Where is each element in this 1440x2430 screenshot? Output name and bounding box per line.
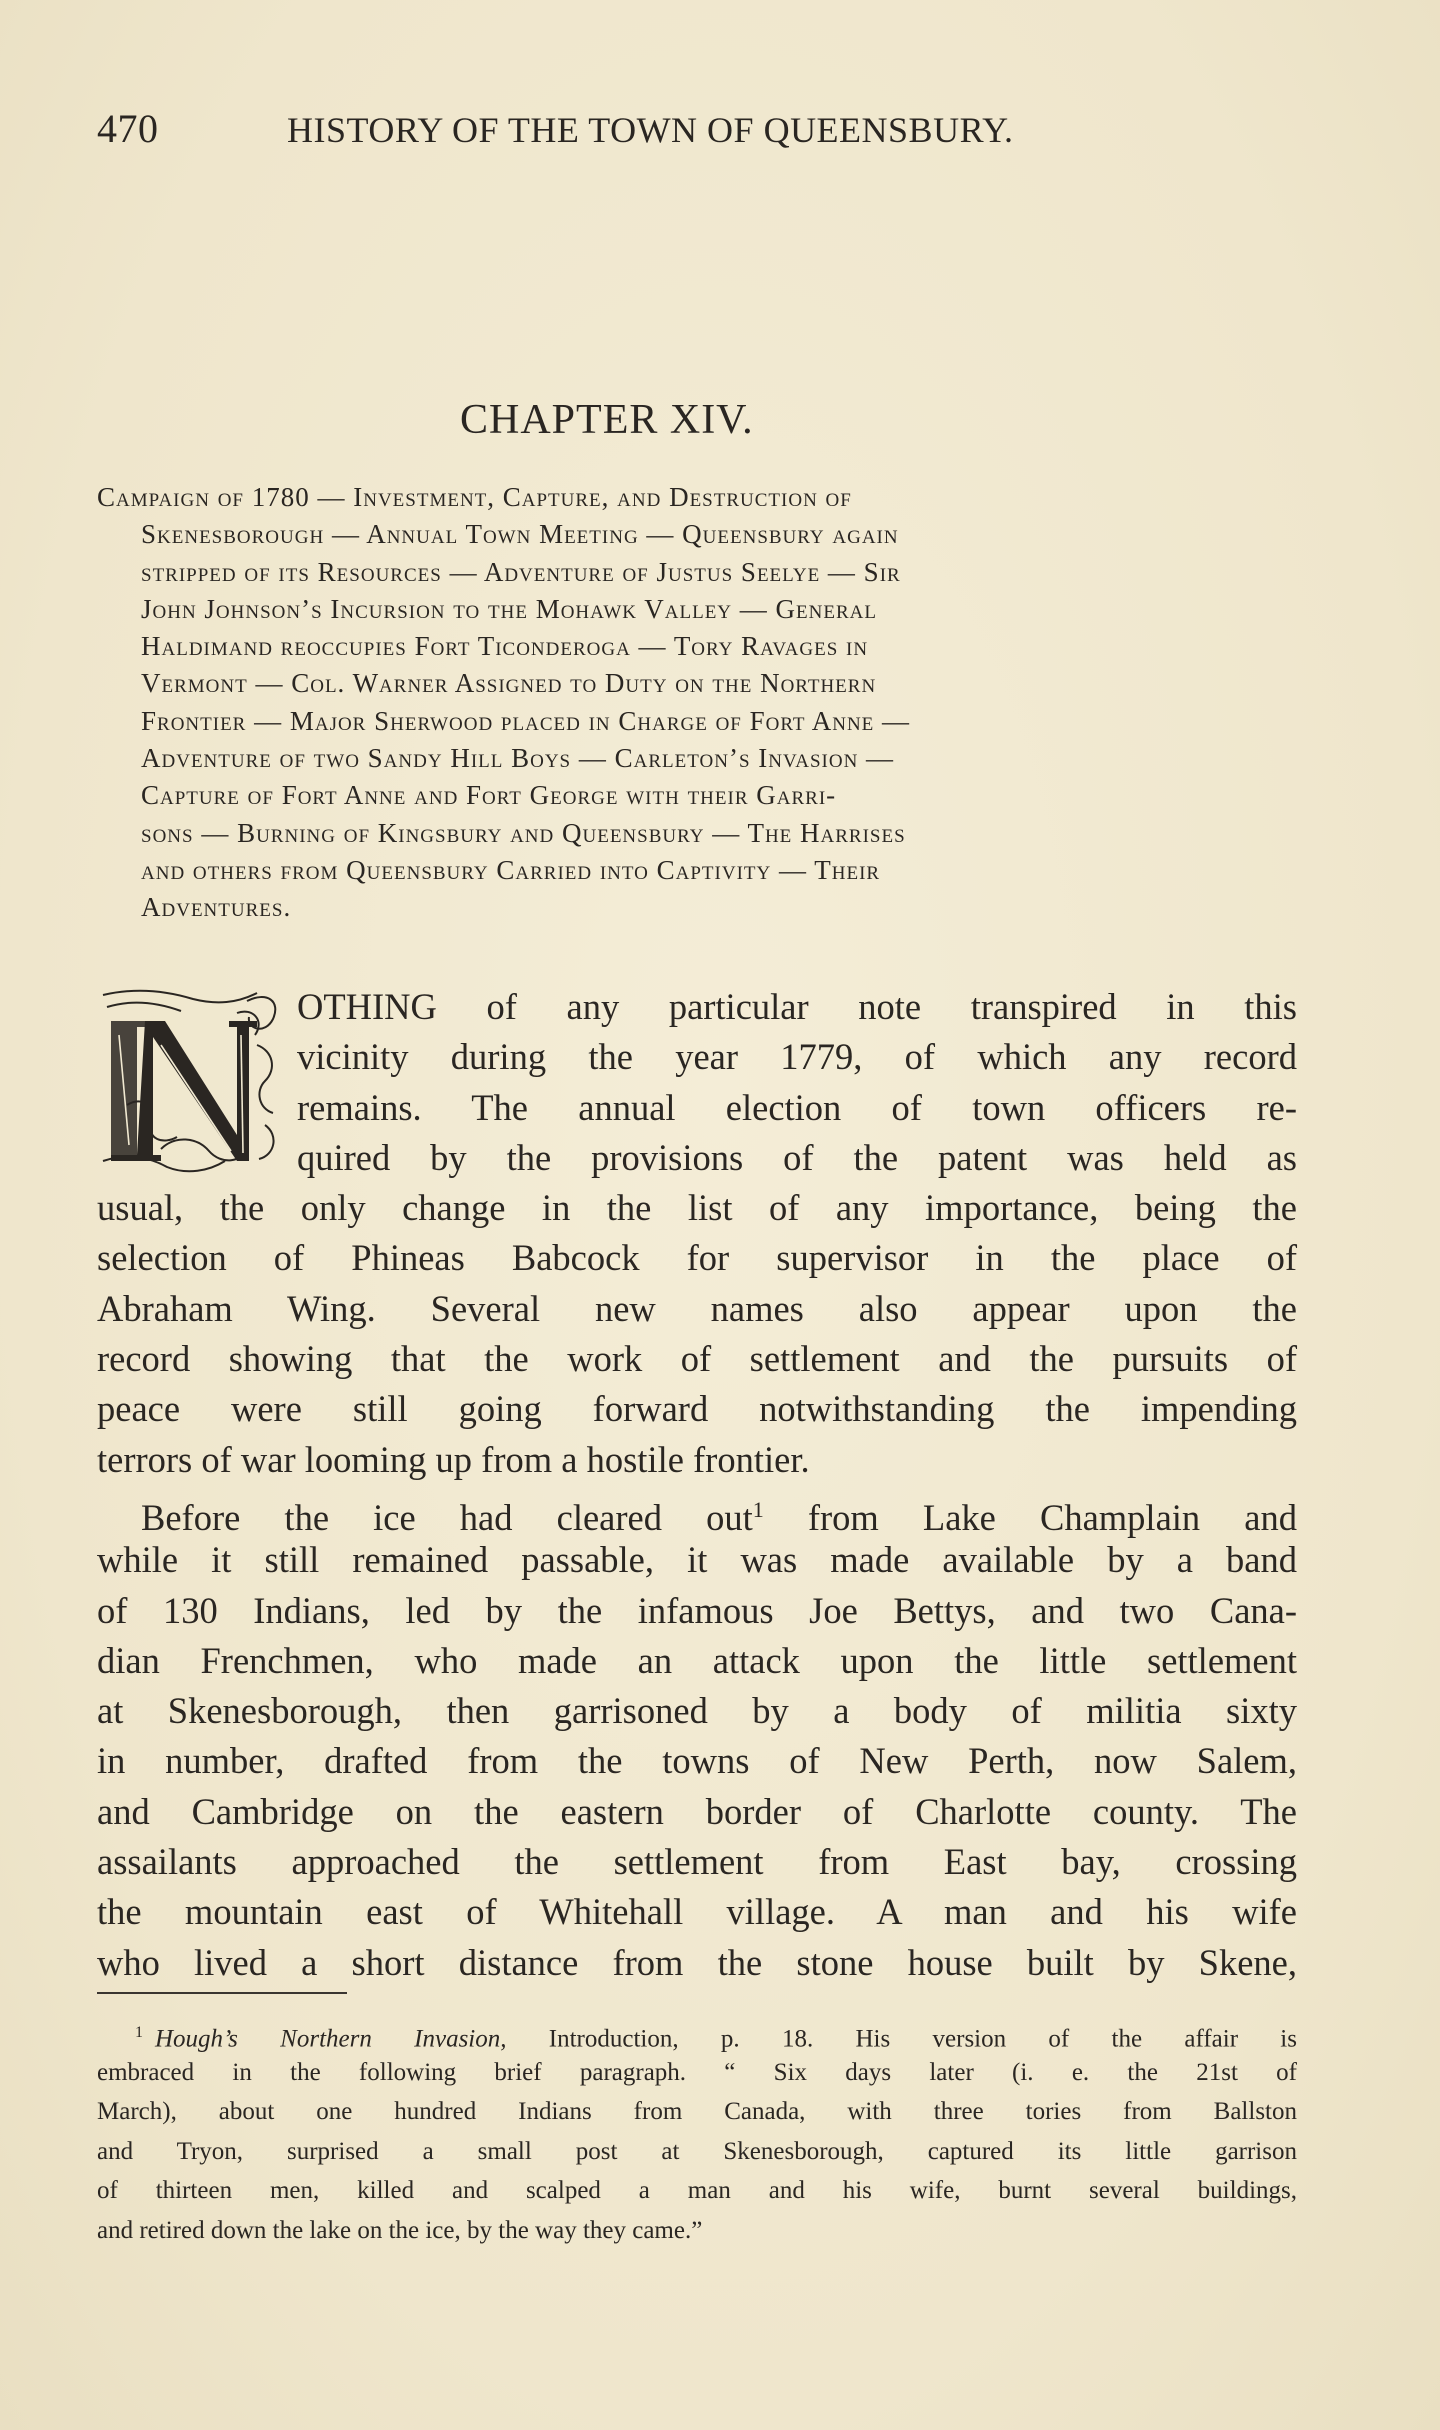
body-line: assailants approached the settlement from East bay, crossing	[97, 1841, 1297, 1883]
synopsis-line: Vermont — Col. Warner Assigned to Duty on the Northern	[141, 668, 877, 699]
body-line: selection of Phineas Babcock for supervisor in the place of	[97, 1237, 1297, 1279]
body-line: usual, the only change in the list of any importance, being the	[97, 1187, 1297, 1229]
running-head	[97, 105, 1297, 152]
chapter-title: CHAPTER XIV.	[460, 397, 754, 443]
body-line: in number, drafted from the towns of New Perth, now Salem,	[97, 1740, 1297, 1782]
body-line: remains. The annual election of town officers re-	[297, 1086, 1297, 1128]
body-line-end: from Lake Champlain and	[763, 1497, 1297, 1539]
synopsis-line: Capture of Fort Anne and Fort George with their Garri-	[141, 780, 837, 811]
synopsis-line: Adventures.	[141, 892, 292, 923]
body-line: vicinity during the year 1779, of which any record	[297, 1036, 1297, 1078]
synopsis-line: Skenesborough — Annual Town Meeting — Queensbury again	[141, 519, 899, 550]
body-line: Abraham Wing. Several new names also appear upon the	[97, 1287, 1297, 1329]
body-line: quired by the provisions of the patent was held as	[297, 1136, 1297, 1178]
synopsis-line: stripped of its Resources — Adventure of Justus Seelye — Sir	[141, 556, 901, 587]
body-line: record showing that the work of settlement and the pursuits of	[97, 1338, 1297, 1380]
body-line: while it still remained passable, it was made available by a band	[97, 1539, 1297, 1581]
footnote-line: and Tryon, surprised a small post at Skenesborough, captured its little garrison	[97, 2137, 1297, 2165]
running-title: HISTORY OF THE TOWN OF QUEENSBURY.	[287, 110, 1014, 150]
synopsis-line: Adventure of two Sandy Hill Boys — Carleton’s Invasion —	[141, 743, 895, 774]
body-line: and Cambridge on the eastern border of Charlotte county. The	[97, 1790, 1297, 1832]
body-line: the mountain east of Whitehall village. A man and his wife	[97, 1891, 1297, 1933]
synopsis-line: Haldimand reoccupies Fort Ticonderoga — Tory Ravages in	[141, 631, 869, 662]
footnote-line: March), about one hundred Indians from Canada, with three tories from Ballston	[97, 2098, 1297, 2125]
footnote-source-title: Hough’s Northern Invasion,	[155, 2025, 507, 2053]
footnote-line: and retired down the lake on the ice, by the way they came.”	[97, 2216, 703, 2244]
body-line: dian Frenchmen, who made an attack upon the little settlement	[97, 1639, 1297, 1681]
footnote-line: of thirteen men, killed and scalped a man and his wife, burnt several buildings,	[97, 2177, 1297, 2204]
footnote-text: Introduction, p. 18. His version of the affair is	[506, 2025, 1297, 2053]
body-line: terrors of war looming up from a hostile frontier.	[97, 1438, 810, 1480]
body-line: who lived a short distance from the stone house built by Skene,	[97, 1941, 1297, 1983]
body-line: at Skenesborough, then garrisoned by a body of militia sixty	[97, 1690, 1297, 1732]
synopsis-line: John Johnson’s Incursion to the Mohawk Valley — General	[141, 593, 877, 624]
footnote-ref[interactable]: 1	[752, 1496, 764, 1522]
synopsis-line: sons — Burning of Kingsbury and Queensbury — The Harrises	[141, 817, 906, 848]
footnote-marker: 1	[135, 2024, 143, 2041]
body-line-start: Before the ice had cleared out	[141, 1497, 753, 1539]
body-line	[97, 1485, 1297, 1539]
drop-cap-letter: N	[97, 985, 98, 986]
footnotes	[97, 2013, 1297, 2250]
synopsis-line: Frontier — Major Sherwood placed in Charge of Fort Anne —	[141, 705, 911, 736]
body-line: OTHING of any particular note transpired in this	[297, 986, 1297, 1027]
body-line: of 130 Indians, led by the infamous Joe Bettys, and two Cana-	[97, 1589, 1297, 1631]
footnote-line	[97, 2013, 1297, 2053]
page-number: 470	[97, 106, 159, 151]
body-text	[97, 982, 1297, 1988]
body-line: peace were still going forward notwithstanding the impending	[97, 1388, 1297, 1430]
synopsis-line: and others from Queensbury Carried into Captivity — Their	[141, 854, 881, 885]
footnote-line: embraced in the following brief paragraph. “ Six days later (i. e. the 21st of	[97, 2058, 1297, 2086]
synopsis-line: Campaign of 1780 — Investment, Capture, and Destruction of	[97, 482, 852, 512]
footnote-rule	[97, 1992, 347, 1994]
chapter-synopsis	[97, 479, 1297, 927]
